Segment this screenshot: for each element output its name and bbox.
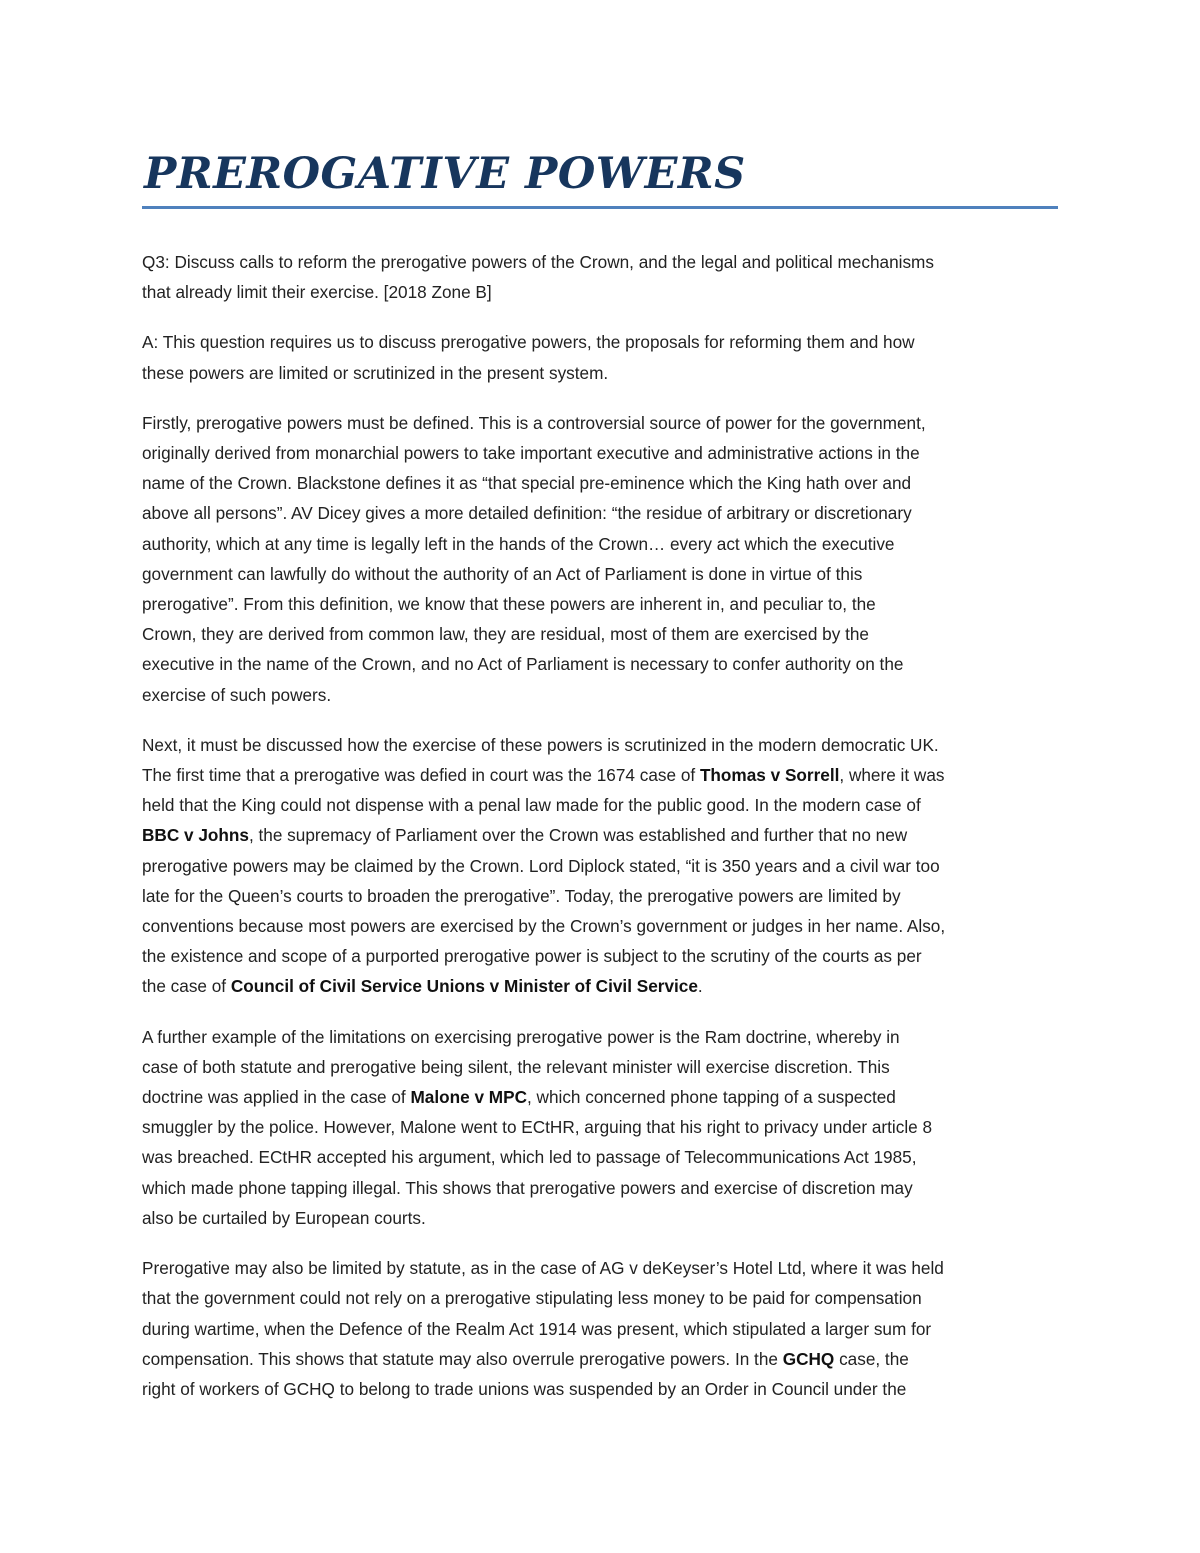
- answer-label: A:: [142, 332, 159, 353]
- p2-line: conventions because most powers are exercised by the Crown’s government or judges in her name. Also,: [142, 916, 946, 937]
- p2-text: The first time that a prerogative was defied in court was the 1674 case of: [142, 765, 700, 786]
- p2-line: late for the Queen’s courts to broaden the prerogative”. Today, the prerogative powers are limited by: [142, 885, 901, 906]
- statute-paragraph: [142, 1253, 1058, 1404]
- question-paragraph: [142, 247, 1058, 307]
- answer-line-1: [142, 332, 915, 352]
- definition-paragraph: [142, 408, 1058, 710]
- p2-text: the case of: [142, 976, 231, 997]
- p1-line: originally derived from monarchial powers to take important executive and administrative actions in the: [142, 443, 920, 464]
- answer-line-2: these powers are limited or scrutinized in the present system.: [142, 362, 609, 383]
- p2-text: , where it was: [839, 765, 945, 786]
- p1-line: prerogative”. From this definition, we know that these powers are inherent in, and peculiar to, the: [142, 594, 876, 615]
- p4-text: compensation. This shows that statute may also overrule prerogative powers. In the: [142, 1348, 783, 1369]
- case-name-ccsu: Council of Civil Service Unions v Minister of Civil Service: [230, 976, 698, 997]
- p1-line: authority, which at any time is legally left in the hands of the Crown… every act which the executive: [142, 533, 895, 554]
- p1-line: name of the Crown. Blackstone defines it as “that special pre-eminence which the King hath over and: [142, 473, 912, 494]
- p1-line: exercise of such powers.: [142, 684, 332, 705]
- ram-doctrine-paragraph: [142, 1022, 1058, 1233]
- p2-text: .: [697, 976, 703, 997]
- p4-line: [142, 1349, 909, 1369]
- p2-line: prerogative powers may be claimed by the Crown. Lord Diplock stated, “it is 350 years and a civil war too: [142, 855, 940, 876]
- document-page: [142, 148, 1058, 1424]
- p2-text: , the supremacy of Parliament over the Crown was established and further that no new: [248, 825, 908, 846]
- p2-line: held that the King could not dispense with a penal law made for the public good. In the modern case of: [142, 795, 921, 816]
- p1-line: Crown, they are derived from common law, they are residual, most of them are exercised by the: [142, 624, 869, 645]
- question-line-2: that already limit their exercise. [2018 Zone B]: [142, 282, 492, 303]
- p1-line: above all persons”. AV Dicey gives a more detailed definition: “the residue of arbitrary or discretionary: [142, 503, 912, 524]
- p1-line: executive in the name of the Crown, and no Act of Parliament is necessary to confer authority on the: [142, 654, 904, 675]
- p3-line: also be curtailed by European courts.: [142, 1207, 426, 1228]
- p4-line: that the government could not rely on a prerogative stipulating less money to be paid for compensation: [142, 1288, 922, 1309]
- question-text-1: Discuss calls to reform the prerogative powers of the Crown, and the legal and political mechanisms: [169, 252, 934, 272]
- p2-line: [142, 825, 907, 845]
- question-line-1: [142, 252, 934, 272]
- p1-line: government can lawfully do without the authority of an Act of Parliament is done in virtue of this: [142, 563, 863, 584]
- p2-line: Next, it must be discussed how the exercise of these powers is scrutinized in the modern democratic UK.: [142, 734, 939, 755]
- p3-line: [142, 1087, 896, 1107]
- p3-text: doctrine was applied in the case of: [142, 1087, 411, 1108]
- p1-line: Firstly, prerogative powers must be defined. This is a controversial source of power for the government,: [142, 412, 926, 433]
- p3-text: , which concerned phone tapping of a suspected: [527, 1087, 896, 1108]
- case-name-thomas-v-sorrell: Thomas v Sorrell: [699, 765, 840, 786]
- case-name-bbc-v-johns: BBC v Johns: [142, 825, 249, 846]
- p3-line: A further example of the limitations on exercising prerogative power is the Ram doctrine, whereby in: [142, 1026, 900, 1047]
- answer-paragraph: [142, 327, 1058, 387]
- answer-text-1: This question requires us to discuss prerogative powers, the proposals for reforming them and how: [158, 332, 915, 353]
- p2-line: the existence and scope of a purported prerogative power is subject to the scrutiny of the courts as per: [142, 946, 922, 967]
- p3-line: which made phone tapping illegal. This shows that prerogative powers and exercise of discretion may: [142, 1177, 913, 1198]
- question-label: Q3:: [142, 252, 170, 272]
- p4-line: right of workers of GCHQ to belong to trade unions was suspended by an Order in Council under the: [142, 1378, 907, 1399]
- p3-line: was breached. ECtHR accepted his argument, which led to passage of Telecommunications Act 1985,: [142, 1147, 917, 1168]
- case-name-malone-v-mpc: Malone v MPC: [410, 1087, 527, 1108]
- title-underline: [142, 206, 1058, 209]
- p3-line: smuggler by the police. However, Malone went to ECtHR, arguing that his right to privacy under article 8: [142, 1117, 933, 1138]
- case-name-gchq: GCHQ: [782, 1348, 835, 1369]
- p4-text: case, the: [834, 1348, 909, 1369]
- p2-line: [142, 976, 703, 996]
- p3-line: case of both statute and prerogative being silent, the relevant minister will exercise discretion. This: [142, 1056, 890, 1077]
- p4-line: Prerogative may also be limited by statute, as in the case of AG v deKeyser’s Hotel Ltd, where it was held: [142, 1258, 944, 1279]
- scrutiny-paragraph: [142, 730, 1058, 1002]
- p2-line: [142, 765, 944, 785]
- p4-line: during wartime, when the Defence of the Realm Act 1914 was present, which stipulated a larger sum for: [142, 1318, 932, 1339]
- document-title: PREROGATIVE POWERS: [144, 149, 746, 199]
